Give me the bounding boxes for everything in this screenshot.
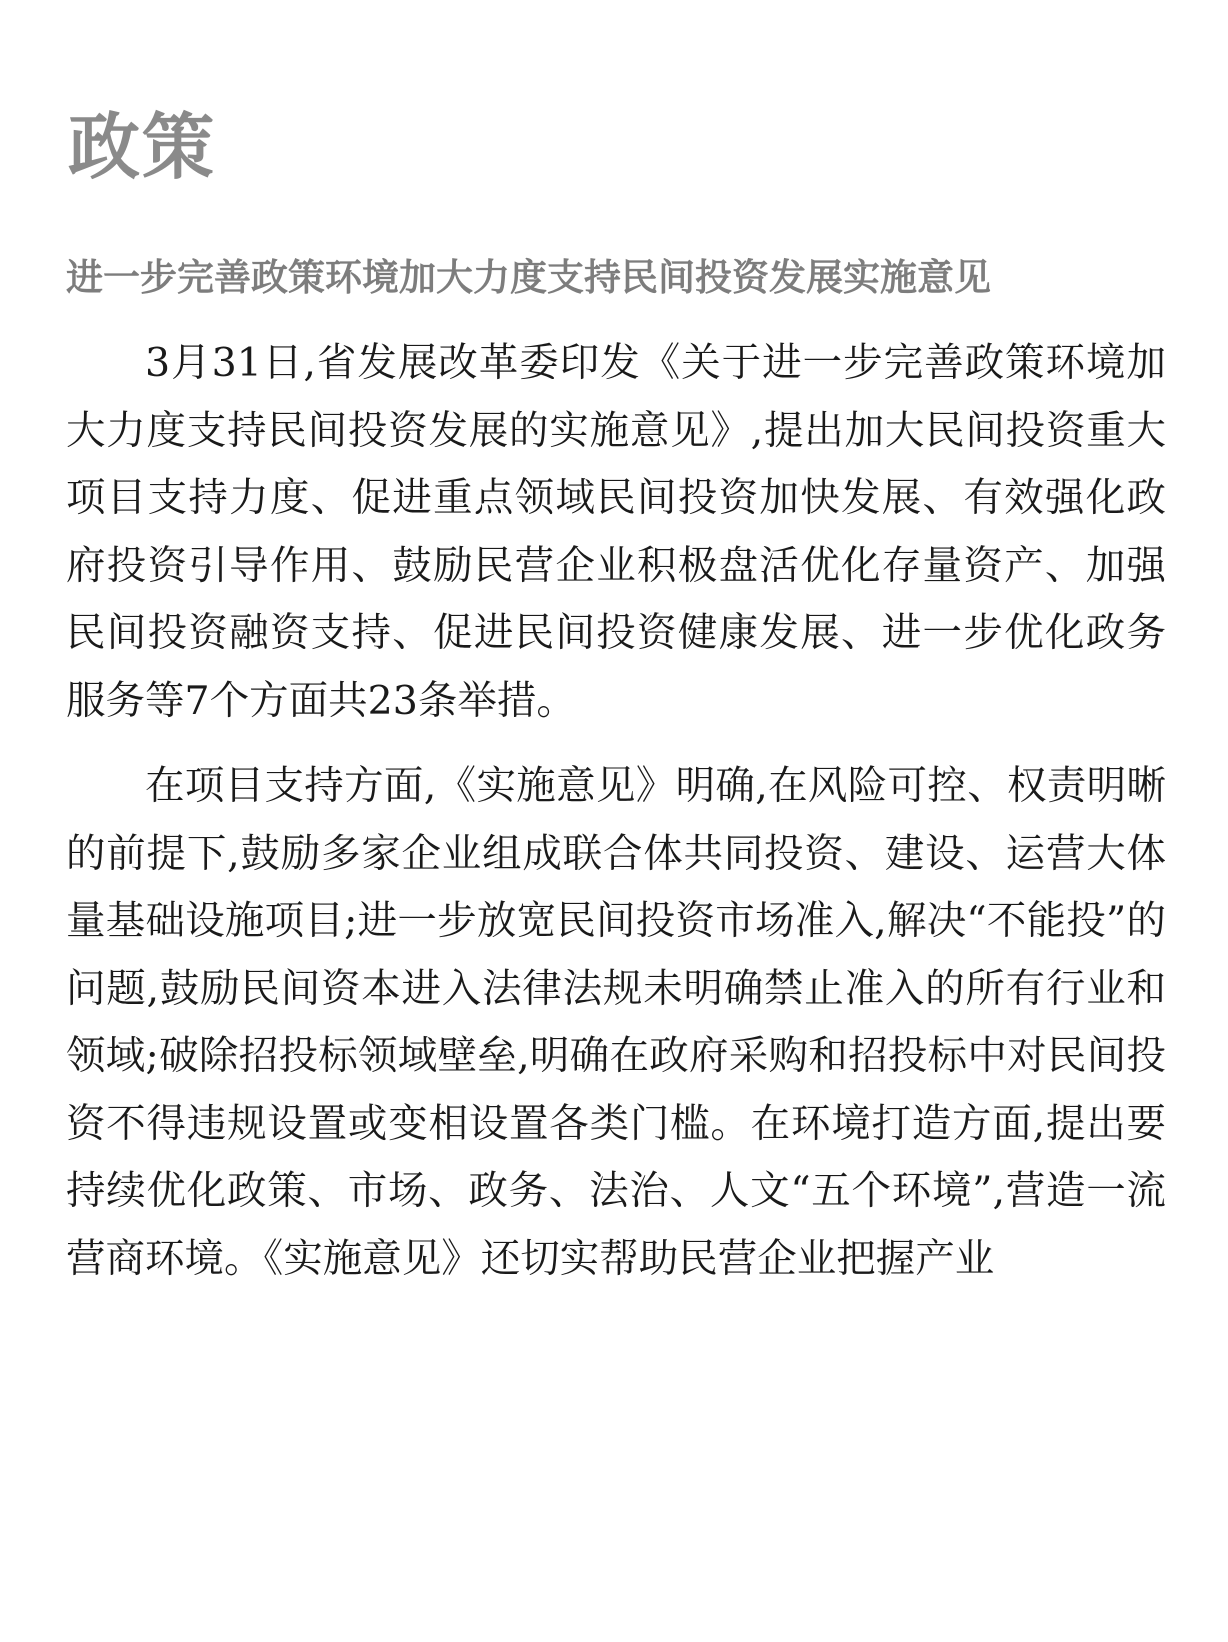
article-body bbox=[66, 330, 1166, 1311]
article-title: 进一步完善政策环境加大力度支持民间投资发展实施意见 bbox=[66, 255, 991, 299]
article-paragraph: 在项目支持方面,《实施意见》明确,在风险可控、权责明晰的前提下,鼓励多家企业组成联合体共同投资、建设、运营大体量基础设施项目;进一步放宽民间投资市场准入,解决“不能投”的问题,鼓励民间资本进入法律法规未明确禁止准入的所有行业和领域;破除招投标领域壁垒,明确在政府采购和招投标中对民间投资不得违规设置或变相设置各类门槛。在环境打造方面,提出要持续优化政策、市场、政务、法治、人文“五个环境”,营造一流营商环境。《实施意见》还切实帮助民营企业把握产业 bbox=[66, 763, 1166, 1282]
section-title: 政策 bbox=[68, 105, 217, 189]
article-paragraph: 3月31日,省发展改革委印发《关于进一步完善政策环境加大力度支持民间投资发展的实施意见》,提出加大民间投资重大项目支持力度、促进重点领域民间投资加快发展、有效强化政府投资引导作用、鼓励民营企业积极盘活优化存量资产、加强民间投资融资支持、促进民间投资健康发展、进一步优化政务服务等7个方面共23条举措。 bbox=[66, 340, 1166, 724]
